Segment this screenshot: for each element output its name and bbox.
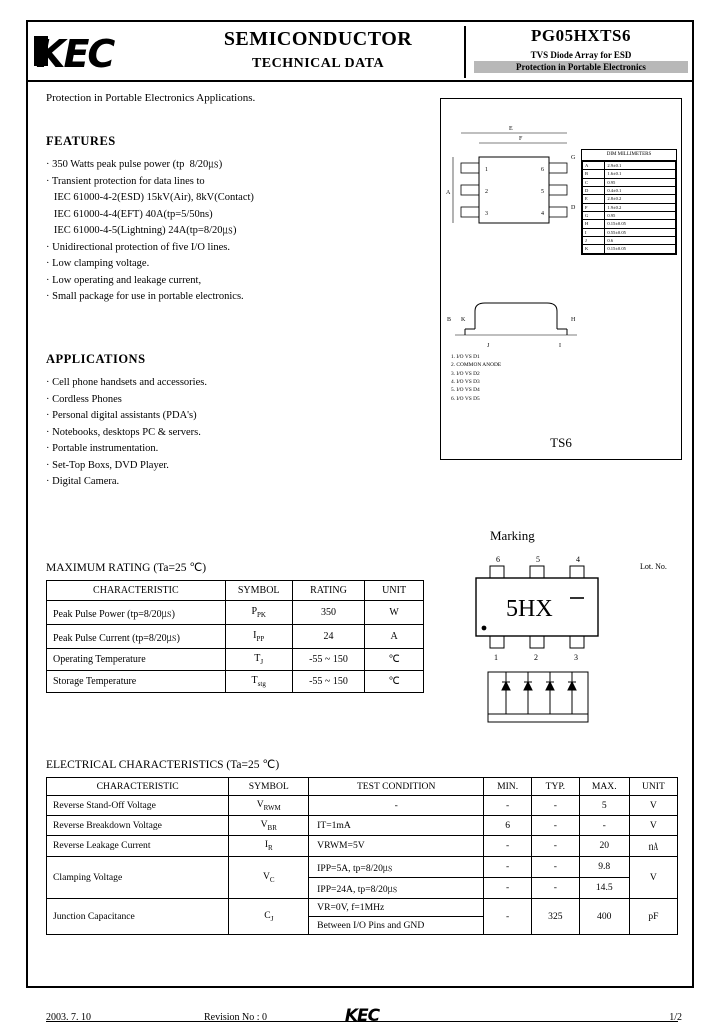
marking-title: Marking — [490, 528, 535, 543]
svg-text:A: A — [446, 190, 451, 196]
list-item: 3. I/O VS D2 — [451, 370, 480, 377]
svg-text:5: 5 — [536, 555, 540, 564]
svg-text:G: G — [571, 155, 576, 161]
col-typ: TYP. — [532, 778, 580, 796]
table-row: Between I/O Pins and GND — [47, 916, 678, 934]
table-row: Clamping Voltage $V_C$ IPP=5A, tp=8/20㎲ - - 9.8 V — [47, 856, 678, 877]
svg-text:3: 3 — [574, 653, 578, 662]
list-item: · Portable instrumentation. — [46, 443, 159, 454]
list-item: · Cordless Phones — [46, 393, 122, 405]
table-header-row — [47, 778, 678, 796]
list-item: · 350 Watts peak pulse power (tp 8/20㎲) — [46, 159, 223, 170]
electrical-characteristics-section — [46, 757, 678, 935]
datasheet-page — [26, 20, 694, 1026]
table-row: J 0.6 — [583, 237, 676, 245]
maximum-rating-table — [46, 580, 424, 693]
table-row: Peak Pulse Current (tp=8/20㎲) $I_{PP}$ 24 A — [47, 625, 424, 649]
table-row: I 0.55±0.05 — [583, 228, 676, 236]
marking-svg — [458, 550, 688, 730]
features-section — [46, 134, 446, 306]
svg-text:I: I — [559, 343, 561, 349]
part-subtitle-2: Protection in Portable Electronics — [474, 61, 688, 73]
list-item: 6. I/O VS D5 — [451, 395, 480, 402]
col-symbol: SYMBOL — [229, 778, 309, 796]
list-item: 4. I/O VS D3 — [451, 378, 480, 385]
svg-text:F: F — [519, 136, 523, 142]
table-row: D 0.4±0.1 — [583, 187, 676, 195]
applications-section — [46, 352, 446, 491]
electrical-characteristics-table — [46, 777, 678, 935]
dimension-table — [581, 149, 677, 255]
list-item: IEC 61000-4-2(ESD) 15kV(Air), 8kV(Contact) — [46, 192, 254, 203]
dimension-table-header: DIM MILLIMETERS — [582, 150, 676, 161]
svg-text:2: 2 — [534, 653, 538, 662]
package-outline-drawing — [440, 98, 682, 460]
list-item: 5. I/O VS D4 — [451, 387, 480, 394]
svg-text:J: J — [487, 343, 490, 349]
table-row: B 1.6±0.1 — [583, 170, 676, 178]
list-item: · Personal digital assistants (PDA's) — [46, 410, 197, 421]
table-row: Reverse Breakdown Voltage $V_{BR}$ IT=1mA 6 - - V — [47, 815, 678, 835]
header-title-semiconductor: SEMICONDUCTOR — [223, 28, 413, 50]
table-row: Storage Temperature $T_{stg}$ -55 ~ 150 ℃ — [47, 671, 424, 693]
table-row: A 2.9±0.1 — [583, 162, 676, 170]
list-item: · Notebooks, desktops PC & servers. — [46, 426, 201, 438]
applications-list — [46, 375, 446, 491]
table-row: Reverse Leakage Current $I_R$ VRWM=5V - - 20 ㎁ — [47, 835, 678, 856]
svg-text:4: 4 — [576, 555, 580, 564]
table-row: K 0.15±0.05 — [583, 245, 676, 253]
svg-text:6: 6 — [496, 555, 500, 564]
list-item: IEC 61000-4-5(Lightning) 24A(tp=8/20㎲) — [46, 225, 237, 236]
svg-text:3: 3 — [485, 211, 488, 217]
header-divider — [464, 26, 466, 78]
header-title-block — [178, 28, 458, 72]
table-row: C 0.95 — [583, 178, 676, 186]
part-number: PG05HXTS6 — [531, 26, 631, 45]
svg-text:2: 2 — [485, 189, 488, 195]
electrical-characteristics-title: ELECTRICAL CHARACTERISTICS (Ta=25 ℃) — [46, 759, 280, 771]
list-item: IEC 61000-4-4(EFT) 40A(tp=5/50ns) — [46, 208, 213, 220]
col-characteristic: CHARACTERISTIC — [47, 778, 229, 796]
col-max: MAX. — [579, 778, 629, 796]
svg-text:E: E — [509, 126, 513, 132]
col-min: MIN. — [484, 778, 532, 796]
list-item: · Small package for use in portable electronics. — [46, 291, 244, 302]
col-rating: RATING — [292, 581, 365, 601]
footer-date: 2003. 7. 10 — [46, 1012, 91, 1023]
table-row: H 0.15±0.05 — [583, 220, 676, 228]
list-item: · Low operating and leakage current, — [46, 274, 202, 286]
table-row: IPP=24A, tp=8/20㎲ - - 14.5 — [47, 877, 678, 898]
svg-text:5: 5 — [541, 189, 544, 195]
maximum-rating-title: MAXIMUM RATING (Ta=25 ℃) — [46, 562, 207, 574]
list-item: · Unidirectional protection of five I/O lines. — [46, 241, 230, 253]
header-part-block — [474, 26, 688, 73]
list-item: · Digital Camera. — [46, 476, 120, 487]
intro-text: Protection in Portable Electronics Applications. — [46, 92, 256, 104]
footer-logo: KEC — [344, 1006, 380, 1026]
footer-revision: Revision No : 0 — [204, 1012, 268, 1023]
list-item: · Set-Top Boxs, DVD Player. — [46, 459, 169, 471]
maximum-rating-section — [46, 560, 424, 693]
table-row: Operating Temperature $T_J$ -55 ~ 150 ℃ — [47, 649, 424, 671]
marking-diagram — [458, 550, 688, 730]
col-test-condition: TEST CONDITION — [309, 778, 484, 796]
page-header — [28, 22, 692, 82]
header-title-technical-data: TECHNICAL DATA — [251, 56, 385, 71]
table-header-row — [47, 581, 424, 601]
list-item: 1. I/O VS D1 — [451, 353, 480, 360]
table-row: Peak Pulse Power (tp=8/20㎲) $P_{PK}$ 350 W — [47, 601, 424, 625]
lot-number-label: Lot. No. — [640, 562, 667, 571]
features-title: FEATURES — [46, 134, 116, 148]
col-unit: UNIT — [629, 778, 677, 796]
svg-text:5HX: 5HX — [506, 596, 553, 622]
table-row: G 0.95 — [583, 212, 676, 220]
svg-text:4: 4 — [541, 211, 544, 217]
table-row: F 1.9±0.2 — [583, 203, 676, 211]
svg-text:K: K — [461, 317, 466, 323]
svg-text:1: 1 — [485, 167, 488, 173]
pin-assignment-list — [451, 353, 501, 403]
svg-text:1: 1 — [494, 653, 498, 662]
list-item: · Transient protection for data lines to — [46, 175, 205, 187]
svg-text:B: B — [447, 317, 452, 323]
list-item: · Cell phone handsets and accessories. — [46, 377, 207, 388]
svg-text:D: D — [571, 205, 576, 211]
table-row: Reverse Stand-Off Voltage $V_{RWM}$ - - - 5 V — [47, 796, 678, 816]
col-characteristic: CHARACTERISTIC — [47, 581, 226, 601]
table-row: Junction Capacitance $C_J$ VR=0V, f=1MHz - 325 400 pF — [47, 898, 678, 916]
kec-logo: KEC — [36, 32, 114, 76]
list-item: · Low clamping voltage. — [46, 258, 150, 269]
features-list — [46, 157, 446, 306]
col-unit: UNIT — [365, 581, 424, 601]
list-item: 2. COMMON ANODE — [451, 362, 502, 369]
footer-page-number: 1/2 — [669, 1012, 682, 1023]
svg-text:6: 6 — [541, 167, 544, 173]
col-symbol: SYMBOL — [225, 581, 292, 601]
table-row: E 2.8±0.2 — [583, 195, 676, 203]
part-subtitle-1: TVS Diode Array for ESD — [530, 50, 632, 60]
applications-title: APPLICATIONS — [46, 352, 146, 366]
svg-text:H: H — [571, 317, 576, 323]
package-name: TS6 — [550, 435, 572, 450]
